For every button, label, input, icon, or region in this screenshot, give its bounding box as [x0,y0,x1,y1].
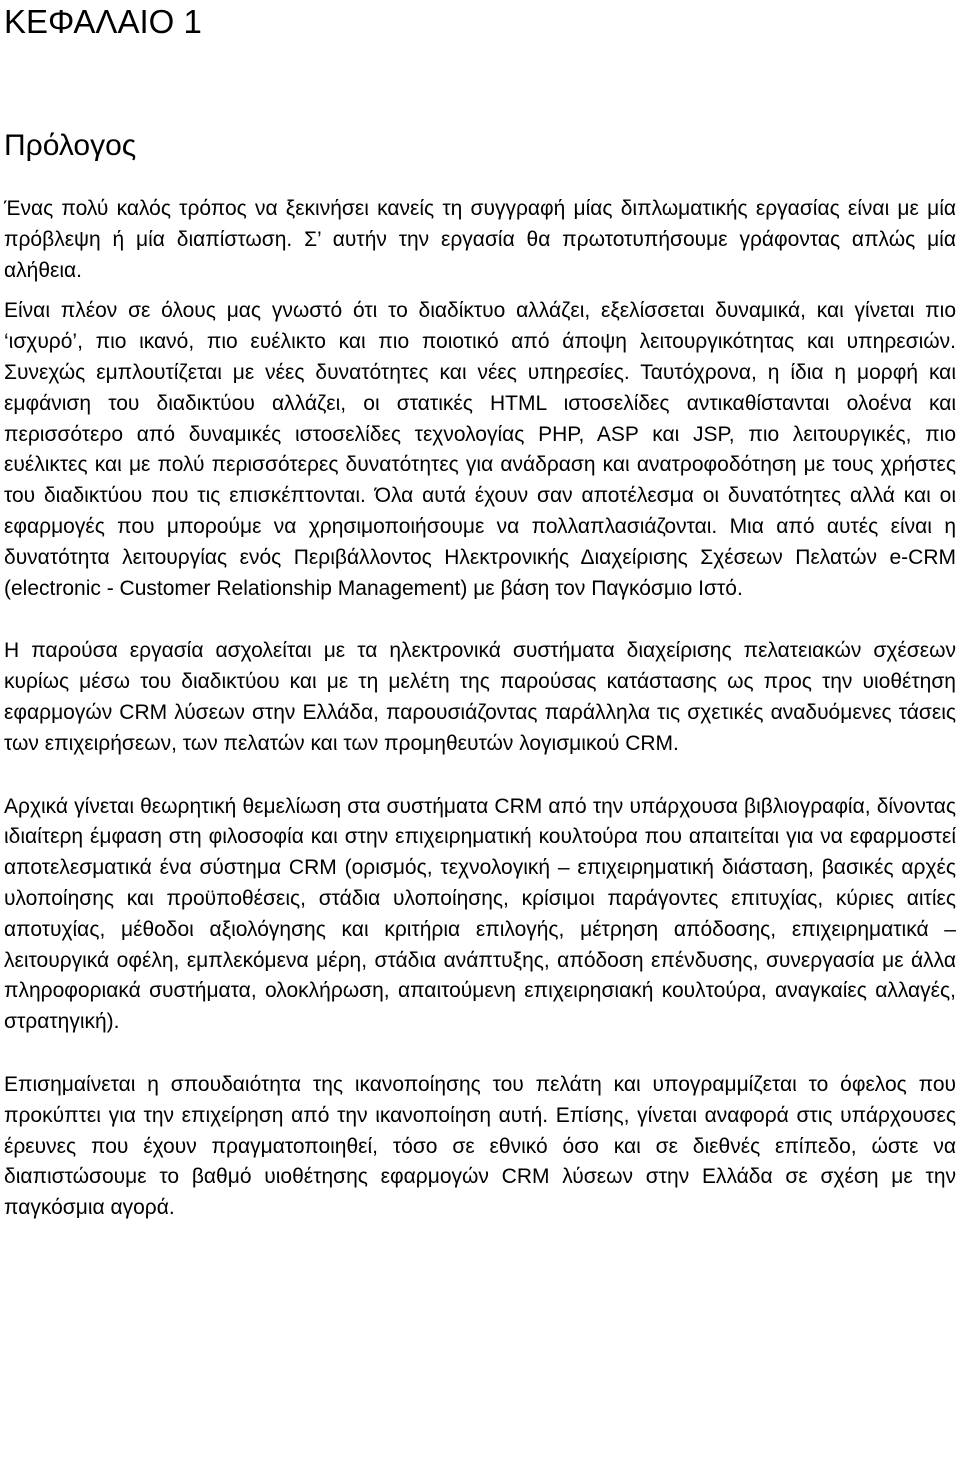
chapter-title: ΚΕΦΑΛΑΙΟ 1 [4,3,202,40]
document-page [4,0,956,1224]
body-text [4,194,956,1224]
paragraph-thesis-scope: Η παρούσα εργασία ασχολείται με τα ηλεκτρονικά συστήματα διαχείρισης πελατειακών σχέσεων κυρίως μέσω του διαδικτύου και με τη μελέτη της παρούσας κατάστασης ως προς την υιοθέτηση εφαρμογών CRM λύσεων στην Ελλάδα, παρουσιάζοντας παράλληλα τις σχετικές αναδυόμενες τάσεις των επιχειρήσεων, των πελατών και των προμηθευτών λογισμικού CRM. [4,639,956,755]
paragraph-customer-satisfaction: Επισημαίνεται η σπουδαιότητα της ικανοποίησης του πελάτη και υπογραμμίζεται το όφελος που προκύπτει για την επιχείρηση από την ικανοποίηση αυτή. Επίσης, γίνεται αναφορά στις υπάρχουσες έρευνες που έχουν πραγματοποιηθεί, τόσο σε εθνικό όσο και σε διεθνές επίπεδο, ώστε να διαπιστώσουμε το βαθμό υιοθέτησης εφαρμογών CRM λύσεων στην Ελλάδα σε σχέση με την παγκόσμια αγορά. [4,1072,956,1220]
section-title: Πρόλογος [4,129,137,162]
paragraph-intro: Ένας πολύ καλός τρόπος να ξεκινήσει κανείς τη συγγραφή μίας διπλωματικής εργασίας είναι με μία πρόβλεψη ή μία διαπίστωση. Σ’ αυτήν την εργασία θα πρωτοτυπήσουμε γράφοντας απλώς μία αλήθεια. [4,197,956,282]
paragraph-internet-evolution: Είναι πλέον σε όλους μας γνωστό ότι το διαδίκτυο αλλάζει, εξελίσσεται δυναμικά, και γίνεται πιο ‘ισχυρό’, πιο ικανό, πιο ευέλικτο και πιο ποιοτικό από άποψη λειτουργικότητας και υπηρεσιών. Συνεχώς εμπλουτίζεται με νέες δυνατότητες και νέες υπηρεσίες. Ταυτόχρονα, η ίδια η μορφή και εμφάνιση του διαδικτύου αλλάζει, οι στατικές HTML ιστοσελίδες αντικαθίστανται ολοένα και περισσότερο από δυναμικές ιστοσελίδες τεχνολογίας PHP, ASP και JSP, πιο λειτουργικές, πιο ευέλικτες και με πολύ περισσότερες δυνατότητες για ανάδραση και ανατροφοδότηση με τους χρήστες του διαδικτύου που τις επισκέπτονται. Όλα αυτά έχουν σαν αποτέλεσμα οι δυνατότητες αλλά και οι εφαρμογές που μπορούμε να χρησιμοποιήσουμε να πολλαπλασιάζονται. Μια από αυτές είναι η δυνατότητα λειτουργίας ενός Περιβάλλοντος Ηλεκτρονικής Διαχείρισης Σχέσεων Πελατών e-CRM (electronic - Customer Relationship Management) με βάση τον Παγκόσμιο Ιστό. [4,299,956,600]
paragraph-theoretical-basis: Αρχικά γίνεται θεωρητική θεμελίωση στα συστήματα CRM από την υπάρχουσα βιβλιογραφία, δίνοντας ιδιαίτερη έμφαση στη φιλοσοφία και στην επιχειρηματική κουλτούρα που απαιτείται για να εφαρμοστεί αποτελεσματικά ένα σύστημα CRM (ορισμός, τεχνολογική – επιχειρηματική διάσταση, βασικές αρχές υλοποίησης και προϋποθέσεις, στάδια υλοποίησης, κρίσιμοι παράγοντες επιτυχίας, κύριες αιτίες αποτυχίας, μέθοδοι αξιολόγησης και κριτήρια επιλογής, μέτρηση απόδοσης, επιχειρηματικά – λειτουργικά οφέλη, εμπλεκόμενα μέρη, στάδια ανάπτυξης, απόδοση επένδυσης, συνεργασία με άλλα πληροφοριακά συστήματα, ολοκλήρωση, απαιτούμενη επιχειρησιακή κουλτούρα, αναγκαίες αλλαγές, στρατηγική). [4,794,956,1034]
